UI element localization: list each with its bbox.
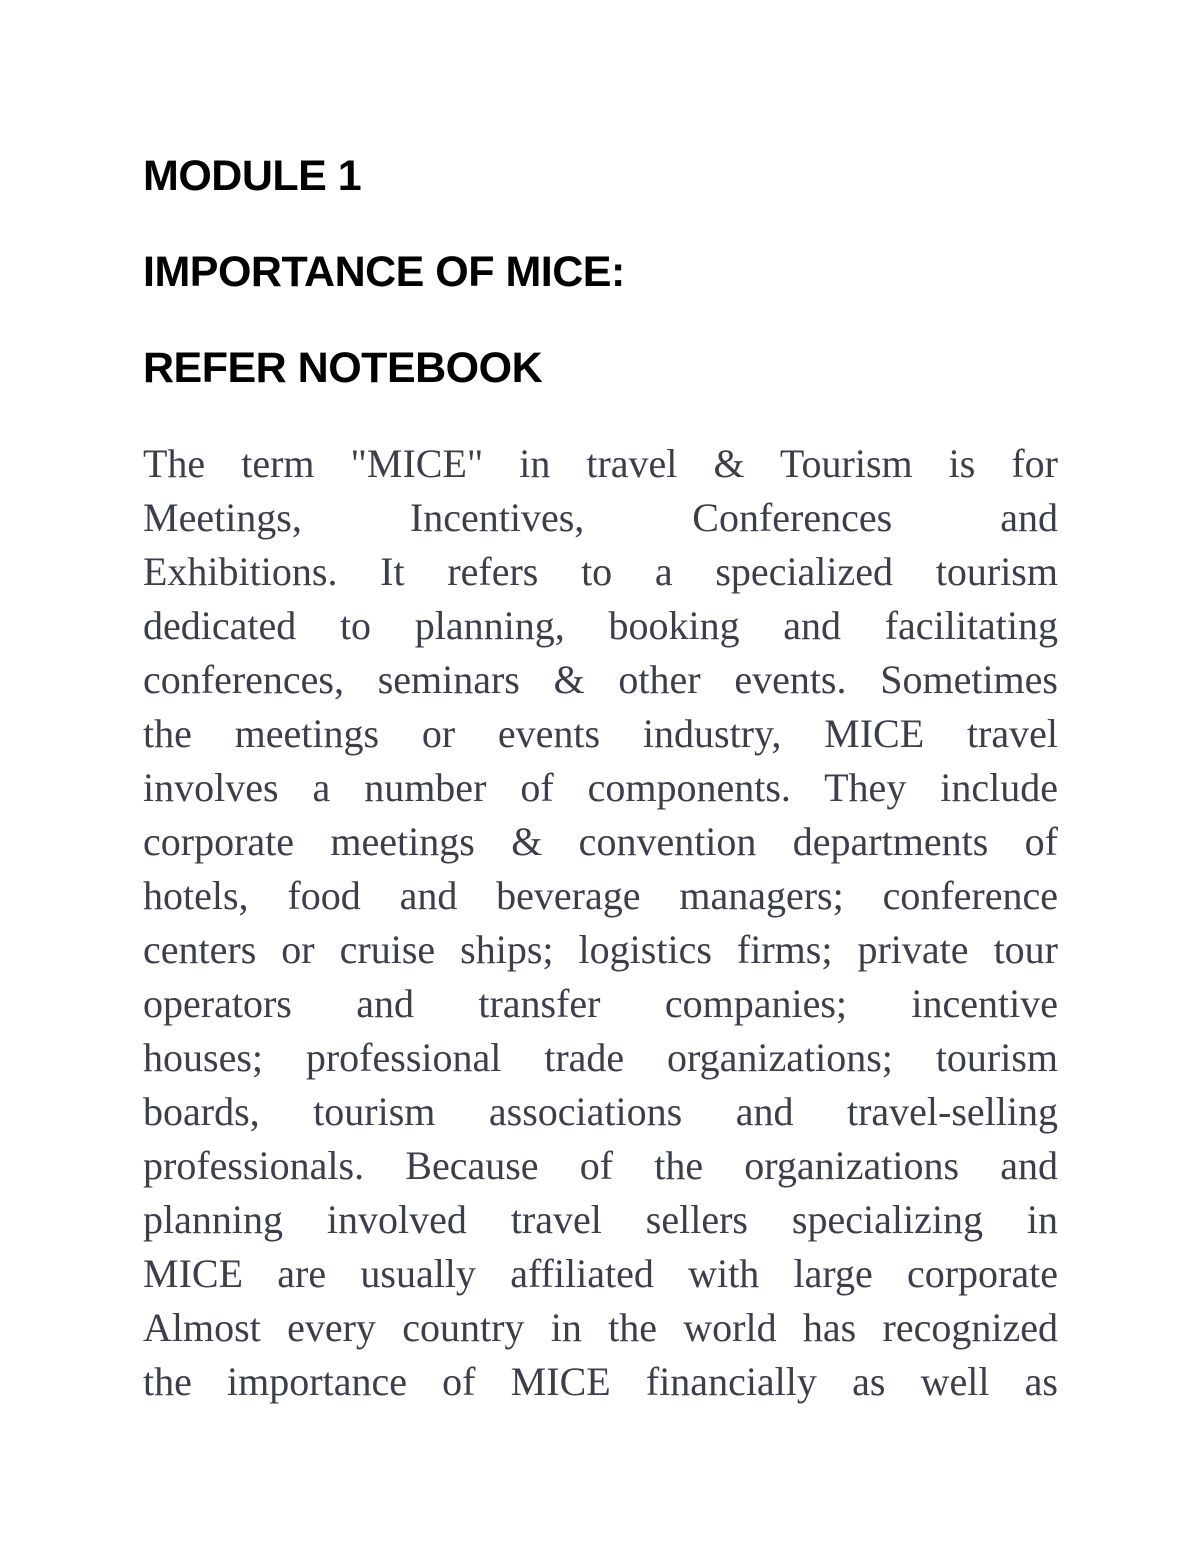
paragraph-line [143, 491, 1058, 545]
paragraph-line [143, 707, 1058, 761]
paragraph-line [143, 923, 1058, 977]
paragraph-line-text: planning involved travel sellers specializing in [143, 1197, 1058, 1242]
paragraph-line-text: corporate meetings & convention departments of [143, 819, 1058, 864]
paragraph-line [143, 869, 1058, 923]
paragraph-line [143, 1139, 1058, 1193]
topic-heading: IMPORTANCE OF MICE: [143, 248, 625, 296]
paragraph-line-text: operators and transfer companies; incentive [143, 981, 1058, 1026]
paragraph-line [143, 1355, 1058, 1409]
paragraph-line-text: centers or cruise ships; logistics firms; private tour [143, 927, 1058, 972]
body-paragraph [143, 437, 1058, 1409]
heading-block [143, 150, 1058, 438]
paragraph-line [143, 1193, 1058, 1247]
paragraph-line [143, 437, 1058, 491]
paragraph-line [143, 1031, 1058, 1085]
paragraph-line [143, 599, 1058, 653]
paragraph-line [143, 1085, 1058, 1139]
paragraph-line-text: MICE are usually affiliated with large corporate [143, 1251, 1058, 1296]
paragraph-line-text: conferences, seminars & other events. Sometimes [143, 657, 1058, 702]
paragraph-line [143, 653, 1058, 707]
paragraph-line-text: Exhibitions. It refers to a specialized tourism [143, 549, 1058, 594]
paragraph-line [143, 977, 1058, 1031]
paragraph-line-text: hotels, food and beverage managers; conference [143, 873, 1058, 918]
paragraph-line-text: The term "MICE" in travel & Tourism is for [143, 441, 1058, 486]
paragraph-line-text: Almost every country in the world has recognized [143, 1305, 1058, 1350]
paragraph-line-text: professionals. Because of the organizations and [143, 1143, 1058, 1188]
paragraph-line-text: boards, tourism associations and travel-selling [143, 1089, 1058, 1134]
paragraph-line-text: the meetings or events industry, MICE travel [143, 711, 1058, 756]
paragraph-line [143, 1247, 1058, 1301]
paragraph-line-text: houses; professional trade organizations; tourism [143, 1035, 1058, 1080]
module-heading: MODULE 1 [143, 152, 362, 200]
paragraph-line-text: Meetings, Incentives, Conferences and [143, 495, 1058, 540]
paragraph-line [143, 815, 1058, 869]
paragraph-line-text: the importance of MICE financially as well as [143, 1359, 1058, 1404]
paragraph-line [143, 545, 1058, 599]
paragraph-line [143, 1301, 1058, 1355]
refer-heading: REFER NOTEBOOK [143, 344, 543, 392]
paragraph-line-text: involves a number of components. They include [143, 765, 1058, 810]
paragraph-line [143, 761, 1058, 815]
paragraph-line-text: dedicated to planning, booking and facilitating [143, 603, 1058, 648]
